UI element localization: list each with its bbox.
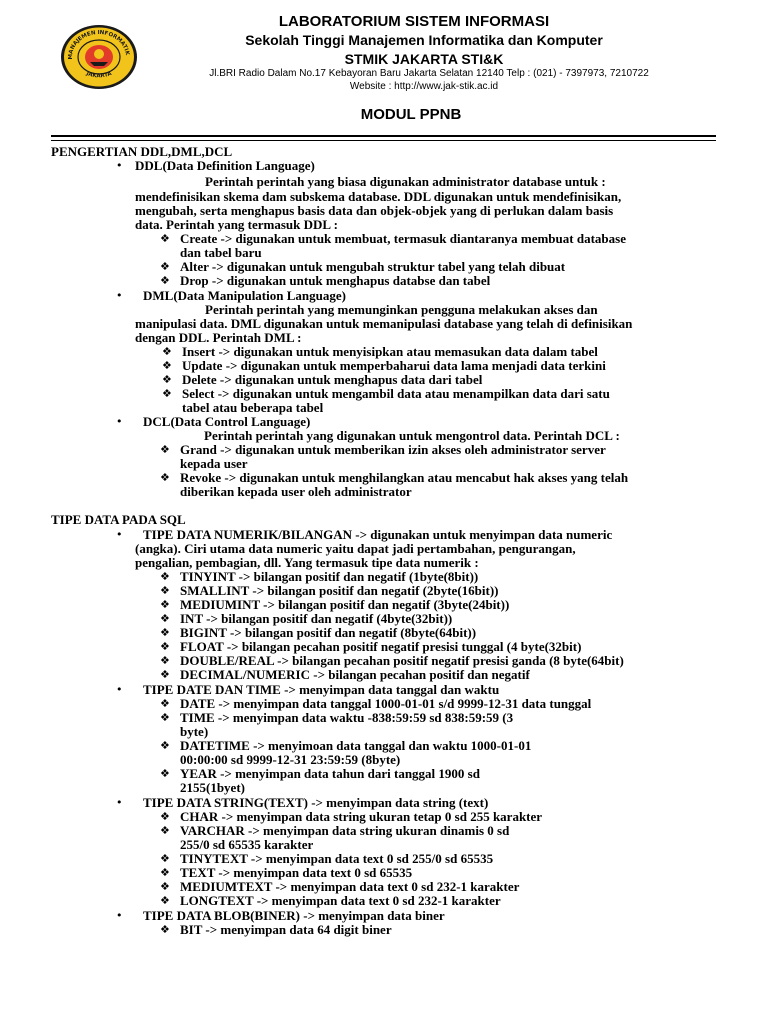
- header-rule-thick: [51, 135, 716, 137]
- paragraph-line: data. Perintah yang termasuk DDL :: [135, 217, 338, 232]
- list-item: BIT -> menyimpan data 64 digit biner: [180, 922, 392, 937]
- list-item: SMALLINT -> bilangan positif dan negatif (2byte(16bit)): [180, 583, 499, 598]
- bullet-icon: •: [116, 289, 123, 302]
- list-item: DECIMAL/NUMERIC -> bilangan pecahan positif dan negatif: [180, 667, 530, 682]
- diamond-bullet-icon: ❖: [160, 824, 170, 837]
- diamond-bullet-icon: ❖: [160, 739, 170, 752]
- bullet-icon: •: [116, 528, 123, 541]
- diamond-bullet-icon: ❖: [160, 654, 170, 667]
- list-item: INT -> bilangan positif dan negatif (4byte(32bit)): [180, 611, 453, 626]
- list-item: diberikan kepada user oleh administrator: [180, 484, 412, 499]
- school-name: Sekolah Tinggi Manajemen Informatika dan Komputer: [245, 32, 603, 48]
- list-item: byte): [180, 724, 209, 739]
- list-item: TIPE DATE DAN TIME -> menyimpan data tanggal dan waktu: [143, 682, 500, 697]
- diamond-bullet-icon: ❖: [160, 767, 170, 780]
- header-rule-thin: [51, 140, 716, 141]
- diamond-bullet-icon: ❖: [160, 894, 170, 907]
- list-item: Delete -> digunakan untuk menghapus data dari tabel: [182, 372, 483, 387]
- diamond-bullet-icon: ❖: [160, 598, 170, 611]
- campus-address: Jl.BRI Radio Dalam No.17 Kebayoran Baru Jakarta Selatan 12140 Telp : (021) - 7397973, 7210722: [209, 68, 649, 79]
- list-item: TEXT -> menyimpan data text 0 sd 65535: [180, 865, 413, 880]
- bullet-icon: •: [116, 796, 123, 809]
- list-item: BIGINT -> bilangan positif dan negatif (8byte(64bit)): [180, 625, 477, 640]
- list-item: 00:00:00 sd 9999-12-31 23:59:59 (8byte): [180, 752, 401, 767]
- list-item: Grand -> digunakan untuk memberikan izin akses oleh administrator server: [180, 442, 606, 457]
- diamond-bullet-icon: ❖: [160, 640, 170, 653]
- diamond-bullet-icon: ❖: [160, 668, 170, 681]
- list-item: TINYTEXT -> menyimpan data text 0 sd 255/0 sd 65535: [180, 851, 494, 866]
- list-item: TINYINT -> bilangan positif dan negatif (1byte(8bit)): [180, 569, 479, 584]
- list-item: 2155(1byet): [180, 780, 245, 795]
- list-item: TIPE DATA NUMERIK/BILANGAN -> digunakan untuk menyimpan data numeric: [143, 527, 613, 542]
- list-item: DML(Data Manipulation Language): [143, 288, 346, 303]
- diamond-bullet-icon: ❖: [160, 852, 170, 865]
- paragraph-line: Perintah perintah yang memunginkan pengguna melakukan akses dan: [205, 302, 598, 317]
- list-item: Select -> digunakan untuk mengambil data atau menampilkan data dari satu: [182, 386, 610, 401]
- list-item: DOUBLE/REAL -> bilangan pecahan positif negatif presisi ganda (8 byte(64bit): [180, 653, 624, 668]
- diamond-bullet-icon: ❖: [162, 387, 172, 400]
- list-item: tabel atau beberapa tabel: [182, 400, 324, 415]
- bullet-icon: •: [116, 683, 123, 696]
- paragraph-line: mengubah, serta menghapus basis data dan objek-objek yang di perlukan dalam basis: [135, 203, 614, 218]
- diamond-bullet-icon: ❖: [162, 373, 172, 386]
- bullet-icon: •: [116, 159, 123, 172]
- diamond-bullet-icon: ❖: [160, 274, 170, 287]
- list-item: DDL(Data Definition Language): [135, 158, 315, 173]
- paragraph-line: manipulasi data. DML digunakan untuk memanipulasi database yang telah di definisikan: [135, 316, 633, 331]
- bullet-icon: •: [116, 909, 123, 922]
- diamond-bullet-icon: ❖: [160, 232, 170, 245]
- section-heading: PENGERTIAN DDL,DML,DCL: [51, 144, 233, 159]
- list-item: TIPE DATA BLOB(BINER) -> menyimpan data biner: [143, 908, 445, 923]
- diamond-bullet-icon: ❖: [160, 923, 170, 936]
- diamond-bullet-icon: ❖: [162, 359, 172, 372]
- list-item: CHAR -> menyimpan data string ukuran tetap 0 sd 255 karakter: [180, 809, 543, 824]
- list-item: YEAR -> menyimpan data tahun dari tanggal 1900 sd: [180, 766, 480, 781]
- list-item: Drop -> digunakan untuk menghapus databse dan tabel: [180, 273, 491, 288]
- svg-text:JAKARTA: JAKARTA: [85, 70, 113, 80]
- diamond-bullet-icon: ❖: [160, 443, 170, 456]
- list-item: DCL(Data Control Language): [143, 414, 311, 429]
- paragraph-line: dengan DDL. Perintah DML :: [135, 330, 302, 345]
- list-item: dan tabel baru: [180, 245, 262, 260]
- diamond-bullet-icon: ❖: [160, 584, 170, 597]
- paragraph-line: (angka). Ciri utama data numeric yaitu dapat jadi pertambahan, pengurangan,: [135, 541, 576, 556]
- list-item: Insert -> digunakan untuk menyisipkan atau memasukan data dalam tabel: [182, 344, 598, 359]
- list-item: DATETIME -> menyimoan data tanggal dan waktu 1000-01-01: [180, 738, 532, 753]
- list-item: TIPE DATA STRING(TEXT) -> menyimpan data string (text): [143, 795, 489, 810]
- paragraph-line: Perintah perintah yang digunakan untuk mengontrol data. Perintah DCL :: [204, 428, 620, 443]
- list-item: Update -> digunakan untuk memperbaharui data lama menjadi data terkini: [182, 358, 606, 373]
- campus-name: STMIK JAKARTA STI&K: [344, 51, 504, 67]
- list-item: MEDIUMINT -> bilangan positif dan negatif (3byte(24bit)): [180, 597, 510, 612]
- campus-website: Website : http://www.jak-stik.ac.id: [349, 81, 499, 92]
- module-title: MODUL PPNB: [360, 106, 462, 123]
- list-item: Alter -> digunakan untuk mengubah struktur tabel yang telah dibuat: [180, 259, 566, 274]
- diamond-bullet-icon: ❖: [160, 711, 170, 724]
- list-item: MEDIUMTEXT -> menyimpan data text 0 sd 232-1 karakter: [180, 879, 520, 894]
- diamond-bullet-icon: ❖: [160, 626, 170, 639]
- list-item: DATE -> menyimpan data tanggal 1000-01-01 s/d 9999-12-31 data tunggal: [180, 696, 592, 711]
- list-item: FLOAT -> bilangan pecahan positif negatif presisi tunggal (4 byte(32bit): [180, 639, 582, 654]
- diamond-bullet-icon: ❖: [160, 810, 170, 823]
- list-item: kepada user: [180, 456, 248, 471]
- lab-name: LABORATORIUM SISTEM INFORMASI: [278, 13, 550, 30]
- list-item: LONGTEXT -> menyimpan data text 0 sd 232-1 karakter: [180, 893, 501, 908]
- list-item: Create -> digunakan untuk membuat, termasuk diantaranya membuat database: [180, 231, 626, 246]
- diamond-bullet-icon: ❖: [160, 880, 170, 893]
- bullet-icon: •: [116, 415, 123, 428]
- list-item: TIME -> menyimpan data waktu -838:59:59 sd 838:59:59 (3: [180, 710, 514, 725]
- diamond-bullet-icon: ❖: [160, 697, 170, 710]
- diamond-bullet-icon: ❖: [160, 570, 170, 583]
- paragraph-line: Perintah perintah yang biasa digunakan administrator database untuk :: [205, 174, 606, 189]
- svg-text:MANAJEMEN INFORMATIKA: MANAJEMEN INFORMATIK: [67, 29, 130, 60]
- diamond-bullet-icon: ❖: [162, 345, 172, 358]
- list-item: Revoke -> digunakan untuk menghilangkan atau mencabut hak akses yang telah: [180, 470, 629, 485]
- list-item: 255/0 sd 65535 karakter: [180, 837, 314, 852]
- paragraph-line: pengalian, pembagian, dll. Yang termasuk tipe data numerik :: [135, 555, 479, 570]
- section-heading: TIPE DATA PADA SQL: [51, 512, 186, 527]
- list-item: VARCHAR -> menyimpan data string ukuran dinamis 0 sd: [180, 823, 510, 838]
- paragraph-line: mendefinisikan skema dam subskema database. DDL digunakan untuk mendefinisikan,: [135, 189, 622, 204]
- diamond-bullet-icon: ❖: [160, 260, 170, 273]
- diamond-bullet-icon: ❖: [160, 471, 170, 484]
- diamond-bullet-icon: ❖: [160, 612, 170, 625]
- diamond-bullet-icon: ❖: [160, 866, 170, 879]
